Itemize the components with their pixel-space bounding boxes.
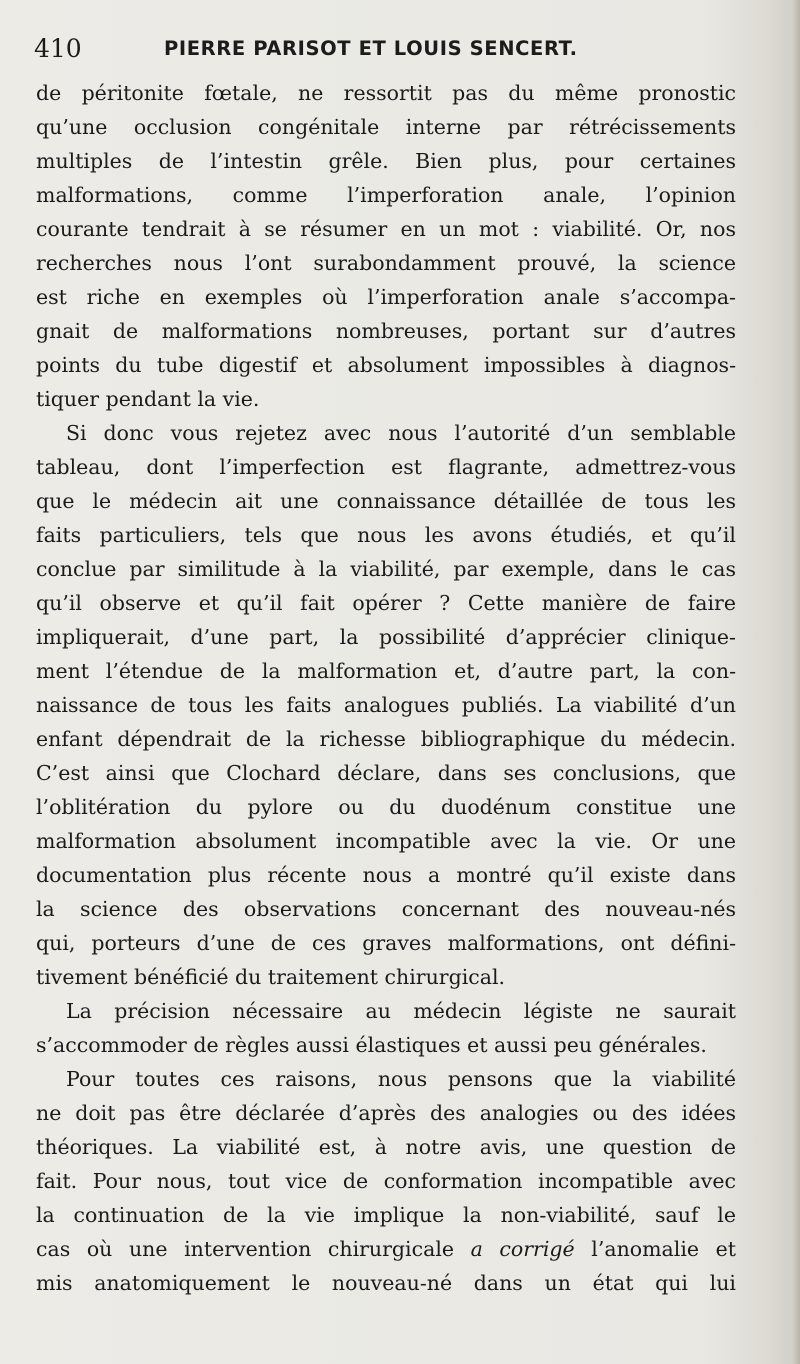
- text-line: conclue par similitude à la viabilité, par exemple, dans le cas: [36, 557, 736, 581]
- text-line: de péritonite fœtale, ne ressortit pas du même pronostic: [36, 81, 736, 105]
- text-line: impliquerait, d’une part, la possibilité d’apprécier clinique-: [36, 625, 736, 649]
- text-line: mis anatomiquement le nouveau-né dans un état qui lui: [36, 1271, 736, 1295]
- text-line: fait. Pour nous, tout vice de conformation incompatible avec: [36, 1169, 736, 1193]
- text-line: est riche en exemples où l’imperforation anale s’accompa-: [36, 285, 736, 309]
- text-line: documentation plus récente nous a montré qu’il existe dans: [36, 863, 736, 887]
- text-line: C’est ainsi que Clochard déclare, dans ses conclusions, que: [36, 761, 736, 785]
- text-line: tiquer pendant la vie.: [36, 387, 260, 411]
- text-line: tivement bénéficié du traitement chirurgical.: [36, 965, 506, 989]
- text-line: s’accommoder de règles aussi élastiques et aussi peu générales.: [36, 1033, 707, 1057]
- text-line: gnait de malformations nombreuses, portant sur d’autres: [36, 319, 736, 343]
- page-number: 410: [34, 34, 82, 63]
- text-line: ne doit pas être déclarée d’après des analogies ou des idées: [36, 1101, 736, 1125]
- text-line: qui, porteurs d’une de ces graves malformations, ont défini-: [36, 931, 736, 955]
- text-line: qu’il observe et qu’il fait opérer ? Cette manière de faire: [36, 591, 736, 615]
- italic-emphasis: a corrigé: [470, 1237, 575, 1261]
- text-line: que le médecin ait une connaissance détaillée de tous les: [36, 489, 736, 513]
- text-line: Si donc vous rejetez avec nous l’autorité d’un semblable: [66, 421, 736, 445]
- text-line: faits particuliers, tels que nous les avons étudiés, et qu’il: [36, 523, 736, 547]
- text-line: Pour toutes ces raisons, nous pensons que la viabilité: [66, 1067, 736, 1091]
- text-line: théoriques. La viabilité est, à notre avis, une question de: [36, 1135, 736, 1159]
- page-header: [34, 30, 774, 66]
- text-line: enfant dépendrait de la richesse bibliographique du médecin.: [36, 727, 736, 751]
- text-line: naissance de tous les faits analogues publiés. La viabilité d’un: [36, 693, 736, 717]
- page-edge: [792, 0, 800, 1364]
- text-line: cas où une intervention chirurgicale a corrigé l’anomalie et: [36, 1237, 736, 1261]
- text-line: multiples de l’intestin grêle. Bien plus, pour certaines: [36, 149, 736, 173]
- text-line: courante tendrait à se résumer en un mot : viabilité. Or, nos: [36, 217, 736, 241]
- page-body-text: [36, 76, 736, 1300]
- text-line: l’oblitération du pylore ou du duodénum constitue une: [36, 795, 736, 819]
- text-line: La précision nécessaire au médecin légiste ne saurait: [66, 999, 736, 1023]
- text-line: malformations, comme l’imperforation anale, l’opinion: [36, 183, 736, 207]
- text-line: la continuation de la vie implique la non-viabilité, sauf le: [36, 1203, 736, 1227]
- text-line: qu’une occlusion congénitale interne par rétrécissements: [36, 115, 736, 139]
- text-line: ment l’étendue de la malformation et, d’autre part, la con-: [36, 659, 736, 683]
- running-head: PIERRE PARISOT ET LOUIS SENCERT.: [164, 37, 578, 60]
- text-line: points du tube digestif et absolument impossibles à diagnos-: [36, 353, 736, 377]
- text-line: la science des observations concernant des nouveau-nés: [36, 897, 736, 921]
- text-line: tableau, dont l’imperfection est flagrante, admettrez-vous: [36, 455, 736, 479]
- text-line: malformation absolument incompatible avec la vie. Or une: [36, 829, 736, 853]
- text-line: recherches nous l’ont surabondamment prouvé, la science: [36, 251, 736, 275]
